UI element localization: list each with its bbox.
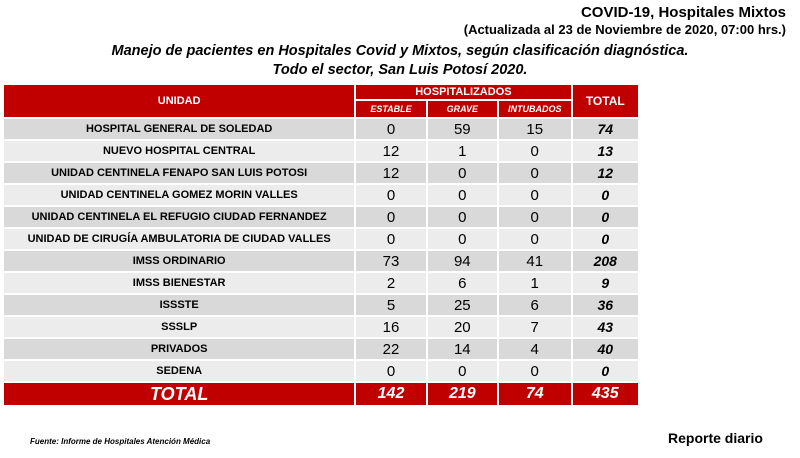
subtitle-line-1: Manejo de pacientes en Hospitales Covid y Mixtos, según clasificación diagnóstica. xyxy=(111,43,689,59)
grave-value: 25 xyxy=(427,294,498,316)
unit-name: SEDENA xyxy=(3,360,355,382)
estable-value: 73 xyxy=(355,250,426,272)
table-row xyxy=(3,250,639,272)
estable-value: 22 xyxy=(355,338,426,360)
table-row xyxy=(3,206,639,228)
row-total-value: 36 xyxy=(572,294,639,316)
intubados-value: 0 xyxy=(498,360,572,382)
estable-value: 5 xyxy=(355,294,426,316)
estable-value: 12 xyxy=(355,162,426,184)
estable-value: 16 xyxy=(355,316,426,338)
grave-value: 0 xyxy=(427,228,498,250)
total-estable: 142 xyxy=(355,382,426,406)
unit-name: SSSLP xyxy=(3,316,355,338)
unit-name: UNIDAD DE CIRUGÍA AMBULATORIA DE CIUDAD VALLES xyxy=(3,228,355,250)
row-total-value: 43 xyxy=(572,316,639,338)
row-total-value: 13 xyxy=(572,140,639,162)
unit-name: IMSS ORDINARIO xyxy=(3,250,355,272)
column-header-hospitalizados: HOSPITALIZADOS xyxy=(355,84,571,100)
row-total-value: 0 xyxy=(572,228,639,250)
intubados-value: 41 xyxy=(498,250,572,272)
row-total-value: 74 xyxy=(572,118,639,140)
estable-value: 0 xyxy=(355,184,426,206)
totals-row xyxy=(3,382,639,406)
column-header-unidad: UNIDAD xyxy=(3,84,355,118)
row-total-value: 0 xyxy=(572,360,639,382)
column-header-grave: GRAVE xyxy=(427,100,498,118)
table-row xyxy=(3,162,639,184)
intubados-value: 4 xyxy=(498,338,572,360)
table-row xyxy=(3,228,639,250)
intubados-value: 0 xyxy=(498,140,572,162)
column-header-intubados: INTUBADOS xyxy=(498,100,572,118)
column-header-estable: ESTABLE xyxy=(355,100,426,118)
grand-total: 435 xyxy=(572,382,639,406)
source-note: Fuente: Informe de Hospitales Atención Médica xyxy=(30,437,211,446)
daily-report-label: Reporte diario xyxy=(668,430,763,446)
table-row xyxy=(3,294,639,316)
grave-value: 1 xyxy=(427,140,498,162)
row-total-value: 40 xyxy=(572,338,639,360)
grave-value: 0 xyxy=(427,184,498,206)
update-timestamp: (Actualizada al 23 de Noviembre de 2020, 07:00 hrs.) xyxy=(463,22,786,37)
grave-value: 0 xyxy=(427,206,498,228)
intubados-value: 1 xyxy=(498,272,572,294)
grave-value: 14 xyxy=(427,338,498,360)
estable-value: 0 xyxy=(355,118,426,140)
grave-value: 20 xyxy=(427,316,498,338)
intubados-value: 0 xyxy=(498,228,572,250)
estable-value: 0 xyxy=(355,206,426,228)
patients-table xyxy=(3,84,639,406)
unit-name: ISSSTE xyxy=(3,294,355,316)
intubados-value: 7 xyxy=(498,316,572,338)
total-intubados: 74 xyxy=(498,382,572,406)
unit-name: PRIVADOS xyxy=(3,338,355,360)
unit-name: NUEVO HOSPITAL CENTRAL xyxy=(3,140,355,162)
unit-name: UNIDAD CENTINELA GOMEZ MORIN VALLES xyxy=(3,184,355,206)
row-total-value: 9 xyxy=(572,272,639,294)
row-total-value: 208 xyxy=(572,250,639,272)
row-total-value: 0 xyxy=(572,184,639,206)
estable-value: 0 xyxy=(355,360,426,382)
intubados-value: 0 xyxy=(498,162,572,184)
intubados-value: 6 xyxy=(498,294,572,316)
estable-value: 0 xyxy=(355,228,426,250)
table-row xyxy=(3,184,639,206)
intubados-value: 15 xyxy=(498,118,572,140)
row-total-value: 0 xyxy=(572,206,639,228)
table-row xyxy=(3,316,639,338)
table-row xyxy=(3,118,639,140)
intubados-value: 0 xyxy=(498,184,572,206)
column-header-total: TOTAL xyxy=(572,84,639,118)
row-total-value: 12 xyxy=(572,162,639,184)
report-title: COVID-19, Hospitales Mixtos xyxy=(580,4,786,21)
total-grave: 219 xyxy=(427,382,498,406)
subtitle-line-2: Todo el sector, San Luis Potosí 2020. xyxy=(272,62,528,78)
estable-value: 12 xyxy=(355,140,426,162)
grave-value: 0 xyxy=(427,360,498,382)
table-row xyxy=(3,360,639,382)
unit-name: UNIDAD CENTINELA FENAPO SAN LUIS POTOSI xyxy=(3,162,355,184)
estable-value: 2 xyxy=(355,272,426,294)
table-row xyxy=(3,338,639,360)
unit-name: HOSPITAL GENERAL DE SOLEDAD xyxy=(3,118,355,140)
grave-value: 6 xyxy=(427,272,498,294)
unit-name: IMSS BIENESTAR xyxy=(3,272,355,294)
unit-name: UNIDAD CENTINELA EL REFUGIO CIUDAD FERNANDEZ xyxy=(3,206,355,228)
grave-value: 94 xyxy=(427,250,498,272)
table-row xyxy=(3,272,639,294)
grave-value: 0 xyxy=(427,162,498,184)
intubados-value: 0 xyxy=(498,206,572,228)
table-row xyxy=(3,140,639,162)
totals-label: TOTAL xyxy=(3,382,355,406)
grave-value: 59 xyxy=(427,118,498,140)
